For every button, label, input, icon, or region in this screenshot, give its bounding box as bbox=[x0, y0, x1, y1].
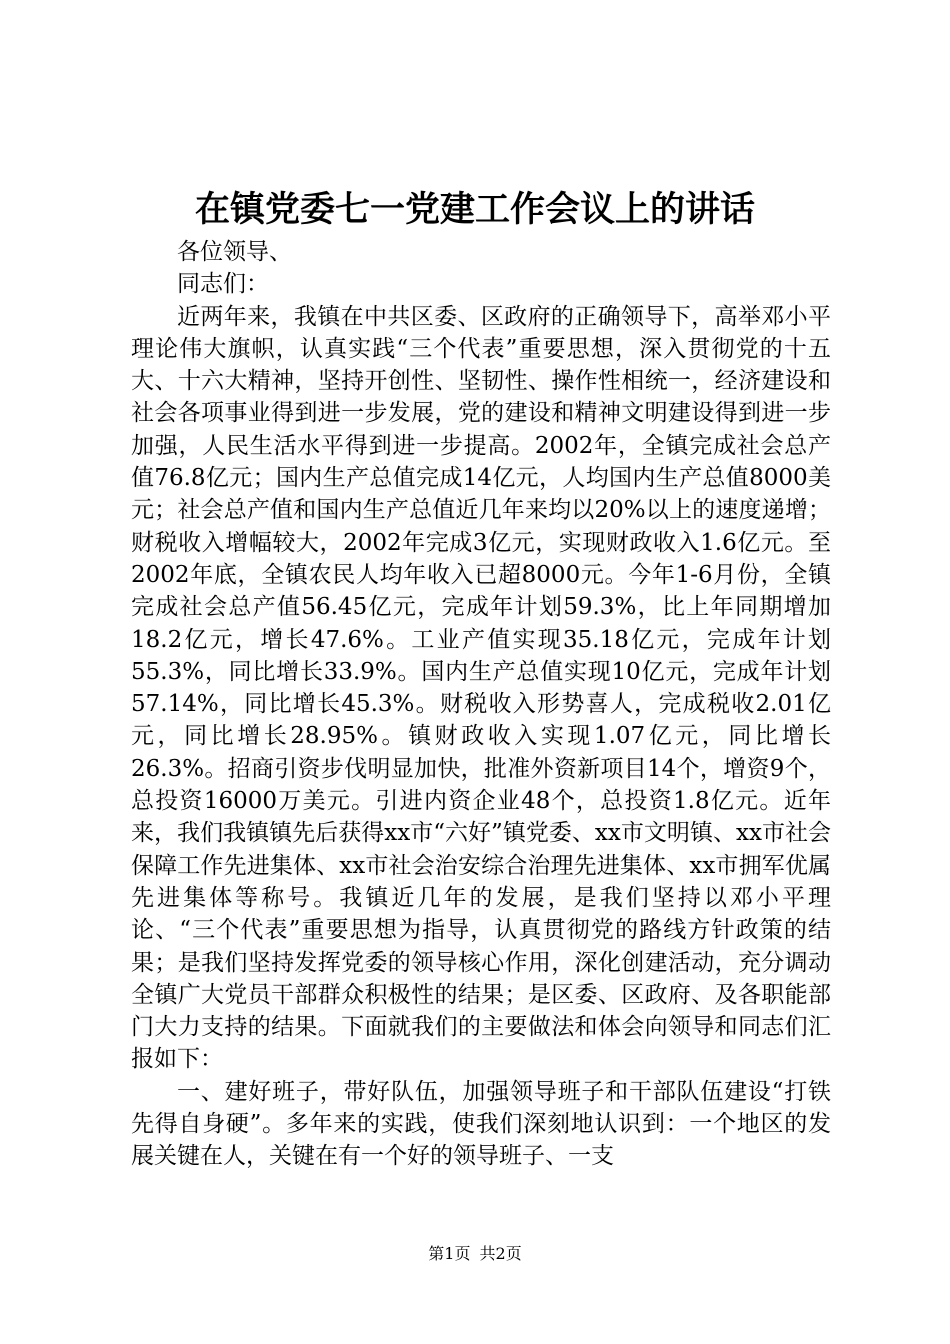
document-title: 在镇党委七一党建工作会议上的讲话 bbox=[194, 189, 755, 230]
paragraph-leadership: 一、建好班子，带好队伍，加强领导班子和干部队伍建设“打铁先得自身硬”。多年来的实践，使我们深刻地认识到：一个地区的发展关键在人，关键在有一个好的领导班子、一支 bbox=[131, 1078, 831, 1170]
salutation-leaders: 各位领导、 bbox=[177, 239, 292, 265]
document-body bbox=[131, 236, 831, 1173]
page-number-current: 第1页 bbox=[428, 1244, 471, 1263]
page-footer bbox=[0, 1244, 950, 1264]
page-number-total: 共2页 bbox=[479, 1244, 522, 1263]
paragraph-achievements: 近两年来，我镇在中共区委、区政府的正确领导下，高举邓小平理论伟大旗帜，认真实践“三个代表”重要思想，深入贯彻党的十五大、十六大精神，坚持开创性、坚韧性、操作性相统一，经济建设和社会各项事业得到进一步发展，党的建设和精神文明建设得到进一步加强，人民生活水平得到进一步提高。2002年，全镇完成社会总产值76.8亿元；国内生产总值完成14亿元，人均国内生产总值8000美元；社会总产值和国内生产总值近几年来均以20%以上的速度递增；财税收入增幅较大，2002年完成3亿元，实现财政收入1.6亿元。至2002年底，全镇农民人均年收入已超8000元。今年1-6月份，全镇完成社会总产值56.45亿元，完成年计划59.3%，比上年同期增加18.2亿元，增长47.6%。工业产值实现35.18亿元，完成年计划55.3%，同比增长33.9%。国内生产总值实现10亿元，完成年计划57.14%，同比增长45.3%。财税收入形势喜人，完成税收2.01亿元，同比增长28.95%。镇财政收入实现1.07亿元，同比增长26.3%。招商引资步伐明显加快，批准外资新项目14个，增资9个，总投资16000万美元。引进内资企业48个，总投资1.8亿元。近年来，我们我镇镇先后获得xx市“六好”镇党委、xx市文明镇、xx市社会保障工作先进集体、xx市社会治安综合治理先进集体、xx市拥军优属先进集体等称号。我镇近几年的发展，是我们坚持以邓小平理论、“三个代表”重要思想为指导，认真贯彻党的路线方针政策的结果；是我们坚持发挥党委的领导核心作用，深化创建活动，充分调动全镇广大党员干部群众积极性的结果；是区委、区政府、及各职能部门大力支持的结果。下面就我们的主要做法和体会向领导和同志们汇报如下： bbox=[131, 303, 831, 1073]
salutation-comrades: 同志们： bbox=[177, 271, 269, 298]
